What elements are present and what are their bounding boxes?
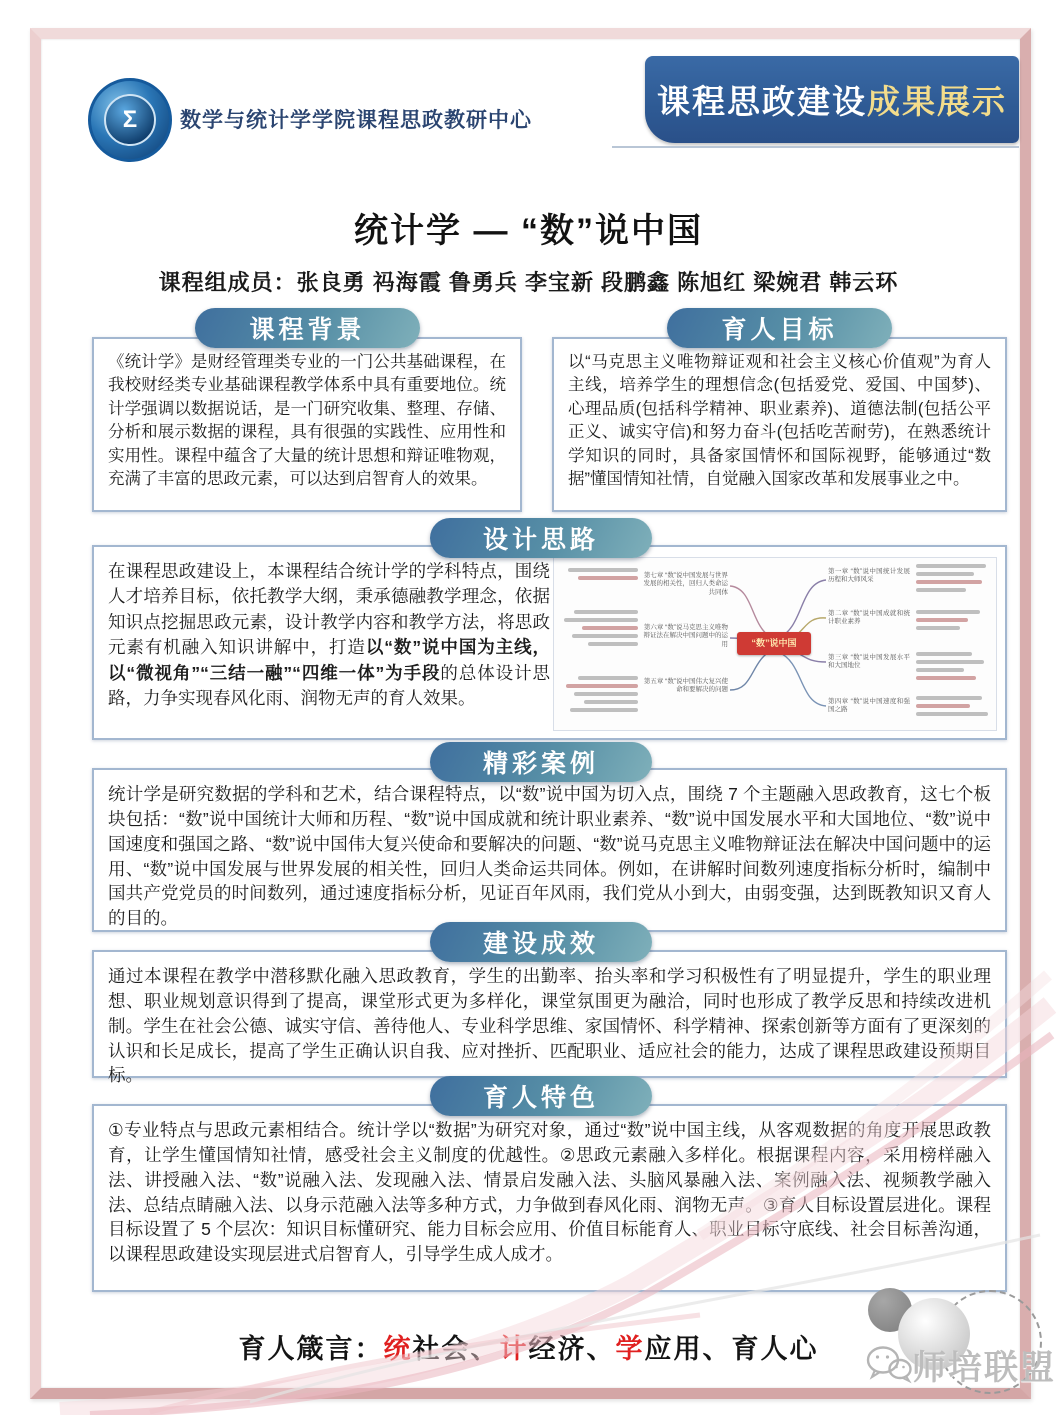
members-names: 张良勇 祃海霞 鲁勇兵 李宝新 段鹏鑫 陈旭红 梁婉君 韩云环: [296, 270, 899, 295]
section-pill-design: [430, 518, 652, 558]
mindmap-branch: 第三章 “数”说中国发展水平和大国地位: [828, 654, 910, 670]
background-body: 《统计学》是财经管理类专业的一门公共基础课程，在我校财经类专业基础课程教学体系中具有重要地位。统计学强调以数据说话，是一门研究收集、整理、存储、分析和展示数据的课程，具有很强的实践性、应用性和实用性。课程中蕴含了大量的统计思想和辩证唯物观，充满了丰富的思政元素，可以达到启智育人的效果。: [108, 353, 506, 489]
motto-part: 学: [615, 1334, 645, 1364]
wechat-icon: [866, 1344, 912, 1384]
mindmap-branch: 第五章 “数”说中国伟大复兴使命和要解决的问题: [643, 678, 728, 694]
banner-text: 课程思政建设: [657, 83, 867, 120]
mindmap-center-node: “数”说中国: [737, 632, 811, 655]
section-box-effect: [92, 950, 1007, 1086]
mindmap-subtopics: [560, 568, 638, 580]
goal-body: 以“马克思主义唯物辩证观和社会主义核心价值观”为育人主线，培养学生的理想信念(包括爱党、爱国、中国梦)、心理品质(包括科学精神、职业素养)、道德法制(包括公平正义、诚实守信)和努力奋斗(包括吃苦耐劳)，在熟悉统计学知识的同时，具备家国情怀和国际视野，能够通过“数据”懂国情知社情，自觉融入国家改革和发展事业之中。: [568, 353, 991, 489]
section-title: 设计思路: [482, 526, 599, 554]
college-logo: [88, 78, 172, 162]
effect-body: 通过本课程在教学中潜移默化融入思政教育，学生的出勤率、抬头率和学习积极性有了明显提升，学生的职业理想、职业规划意识得到了提高，课堂形式更为多样化，课堂氛围更为融洽，同时也形成了教学反思和持续改进机制。学生在社会公德、诚实守信、善待他人、专业科学思维、家国情怀、科学精神、探索创新等方面有了更深刻的认识和长足成长，提高了学生正确认识自我、应对挫折、匹配职业、适应社会的能力，达成了课程思政建设预期目标。: [108, 966, 991, 1086]
section-title: 精彩案例: [482, 750, 599, 778]
design-body-pre: 在课程思政建设上，本课程结合统计学的学科特点，围绕人才培养目标，依托教学大纲，秉承德融教学理念，依据知识点挖掘思政元素，设计教学内容和教学方法，将思政元素有机融入知识讲解中，打造: [108, 561, 550, 658]
design-body-post: 的总体设计思路，力争实现春风化雨、润物无声的育人效果。: [108, 662, 551, 708]
section-pill-feature: [430, 1076, 652, 1116]
mindmap-subtopics: [916, 652, 984, 680]
members-label: 课程组成员：: [158, 270, 297, 295]
section-pill-goal: [667, 308, 892, 348]
mindmap-panel: [553, 557, 997, 731]
design-body: [108, 559, 550, 711]
sigma-globe-icon: [104, 94, 156, 146]
section-box-cases: [92, 768, 1007, 932]
design-body-bold: 以“数”说中国为主线，以“微视角”“三结一融”“四维一体”为手段: [108, 637, 551, 683]
section-pill-background: [195, 308, 420, 348]
page-title: 统计学 — “数”说中国: [354, 212, 703, 250]
section-title: 课程背景: [249, 316, 366, 344]
motto-label: 育人箴言：: [238, 1334, 384, 1364]
section-box-design: [92, 545, 1007, 740]
mindmap-branch: 第七章 “数”说中国发展与世界发展的相关性，回归人类命运共同体: [643, 572, 728, 596]
mindmap-branch: 第二章 “数”说中国成就和统计职业素养: [828, 610, 910, 626]
section-title: 育人目标: [721, 316, 838, 344]
mindmap-subtopics: [916, 696, 988, 716]
mindmap-branch: 第四章 “数”说中国速度和强国之路: [828, 698, 910, 714]
cases-body: 统计学是研究数据的学科和艺术，结合课程特点，以“数”说中国为切入点，围绕 7 个主题融入思政教育，这七个板块包括：“数”说中国统计大师和历程、“数”说中国成就和统计职业素养、“数”说中国发展水平和大国地位、“数”说中国速度和强国之路、“数”说中国伟大复兴使命和要解决的问题、“数”说马克思主义唯物辩证法在解决中国问题中的运用、“数”说中国发展与世界发展的相关性，回归人类命运共同体。例如，在讲解时间数列速度指标分析时，编制中国共产党党员的时间数列，通过速度指标分析，见证百年风雨，我们党从小到大，由弱变强，达到既教知识又育人的目的。: [108, 784, 991, 929]
mindmap-subtopics: [560, 610, 638, 646]
section-box-feature: [92, 1104, 1007, 1292]
section-box-goal: [552, 337, 1007, 512]
logo-sigma-glyph: Σ: [122, 106, 138, 133]
motto-part: 计: [499, 1334, 529, 1364]
mindmap-subtopics: [916, 564, 986, 592]
section-pill-effect: [430, 922, 652, 962]
mindmap-branch: 第六章 “数”说马克思主义唯物辩证法在解决中国问题中的运用: [643, 624, 728, 648]
section-title: 建设成效: [482, 930, 599, 958]
section-pill-cases: [430, 742, 652, 782]
motto-part: 统: [383, 1334, 413, 1364]
mindmap-subtopics: [916, 610, 980, 630]
mindmap-branch: 第一章 “数”说中国统计发展历程和大师风采: [828, 568, 910, 584]
section-box-background: [92, 337, 522, 512]
course-members: [0, 266, 1057, 297]
motto-part: 经济、: [528, 1334, 616, 1364]
mindmap-subtopics: [560, 676, 638, 712]
feature-body: ①专业特点与思政元素相结合。统计学以“数据”为研究对象，通过“数”说中国主线，从客观数据的角度开展思政教育，让学生懂国情知社情，感受社会主义制度的优越性。②思政元素融入多样化。根据课程内容，采用榜样融入法、讲授融入法、“数”说融入法、发现融入法、情景启发融入法、头脑风暴融入法、案例融入法、视频教学融入法、总结点睛融入法、以身示范融入法等多种方式，力争做到春风化雨、润物无声。③育人目标设置层进化。课程目标设置了 5 个层次：知识目标懂研究、能力目标会应用、价值目标能育人、职业目标守底线、社会目标善沟通，以课程思政建设实现层进式启智育人，引导学生成人成才。: [108, 1120, 991, 1265]
banner-underline: [612, 146, 1019, 148]
motto-part: 社会、: [412, 1334, 500, 1364]
banner-highlight-text: 成果展示: [867, 83, 1007, 120]
motto-part: 应用、育人心: [644, 1334, 819, 1364]
org-title: 数学与统计学学院课程思政教研中心: [180, 109, 532, 132]
watermark-text: 师培联盟: [912, 1349, 1056, 1387]
section-title: 育人特色: [482, 1084, 599, 1112]
banner: [645, 56, 1019, 143]
